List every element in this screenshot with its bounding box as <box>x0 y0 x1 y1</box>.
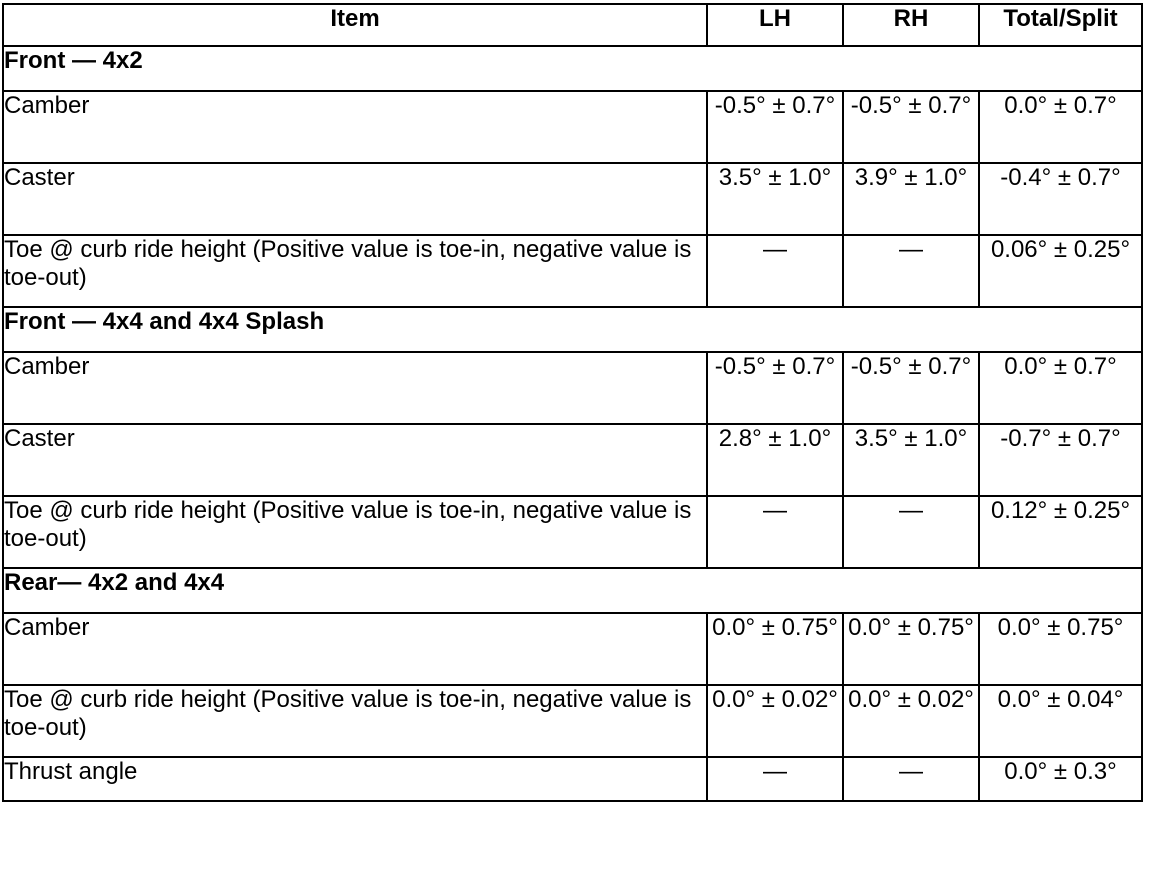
table-row <box>3 496 1142 568</box>
table-row <box>3 235 1142 307</box>
lh-cell: -0.5° ± 0.7° <box>707 352 843 424</box>
lh-cell: -0.5° ± 0.7° <box>707 91 843 163</box>
total-cell: 0.0° ± 0.7° <box>979 352 1142 424</box>
section-title: Rear— 4x2 and 4x4 <box>3 568 1142 613</box>
lh-cell: 3.5° ± 1.0° <box>707 163 843 235</box>
section-title: Front — 4x2 <box>3 46 1142 91</box>
total-cell: 0.0° ± 0.7° <box>979 91 1142 163</box>
alignment-spec-table <box>2 3 1143 802</box>
total-cell: 0.12° ± 0.25° <box>979 496 1142 568</box>
header-total-split: Total/Split <box>979 4 1142 46</box>
lh-cell: — <box>707 496 843 568</box>
header-lh: LH <box>707 4 843 46</box>
rh-cell: — <box>843 235 979 307</box>
item-cell: Toe @ curb ride height (Positive value is toe-in, negative value is toe-out) <box>3 496 707 568</box>
header-item: Item <box>3 4 707 46</box>
rh-cell: 0.0° ± 0.75° <box>843 613 979 685</box>
lh-cell: — <box>707 235 843 307</box>
total-cell: 0.0° ± 0.75° <box>979 613 1142 685</box>
item-cell: Thrust angle <box>3 757 707 801</box>
rh-cell: — <box>843 496 979 568</box>
table-row <box>3 424 1142 496</box>
lh-cell: — <box>707 757 843 801</box>
section-row <box>3 568 1142 613</box>
lh-cell: 0.0° ± 0.02° <box>707 685 843 757</box>
rh-cell: 0.0° ± 0.02° <box>843 685 979 757</box>
table-row <box>3 685 1142 757</box>
rh-cell: -0.5° ± 0.7° <box>843 91 979 163</box>
item-cell: Caster <box>3 424 707 496</box>
table-row <box>3 613 1142 685</box>
item-cell: Camber <box>3 613 707 685</box>
lh-cell: 0.0° ± 0.75° <box>707 613 843 685</box>
rh-cell: — <box>843 757 979 801</box>
total-cell: 0.06° ± 0.25° <box>979 235 1142 307</box>
total-cell: -0.7° ± 0.7° <box>979 424 1142 496</box>
total-cell: 0.0° ± 0.04° <box>979 685 1142 757</box>
item-cell: Camber <box>3 91 707 163</box>
item-cell: Camber <box>3 352 707 424</box>
rh-cell: -0.5° ± 0.7° <box>843 352 979 424</box>
item-cell: Toe @ curb ride height (Positive value is toe-in, negative value is toe-out) <box>3 235 707 307</box>
total-cell: -0.4° ± 0.7° <box>979 163 1142 235</box>
table-row <box>3 352 1142 424</box>
table-row <box>3 91 1142 163</box>
section-row <box>3 307 1142 352</box>
table-row <box>3 757 1142 801</box>
item-cell: Caster <box>3 163 707 235</box>
total-cell: 0.0° ± 0.3° <box>979 757 1142 801</box>
lh-cell: 2.8° ± 1.0° <box>707 424 843 496</box>
rh-cell: 3.5° ± 1.0° <box>843 424 979 496</box>
table-row <box>3 163 1142 235</box>
section-title: Front — 4x4 and 4x4 Splash <box>3 307 1142 352</box>
item-cell: Toe @ curb ride height (Positive value is toe-in, negative value is toe-out) <box>3 685 707 757</box>
section-row <box>3 46 1142 91</box>
table-header-row <box>3 4 1142 46</box>
header-rh: RH <box>843 4 979 46</box>
rh-cell: 3.9° ± 1.0° <box>843 163 979 235</box>
